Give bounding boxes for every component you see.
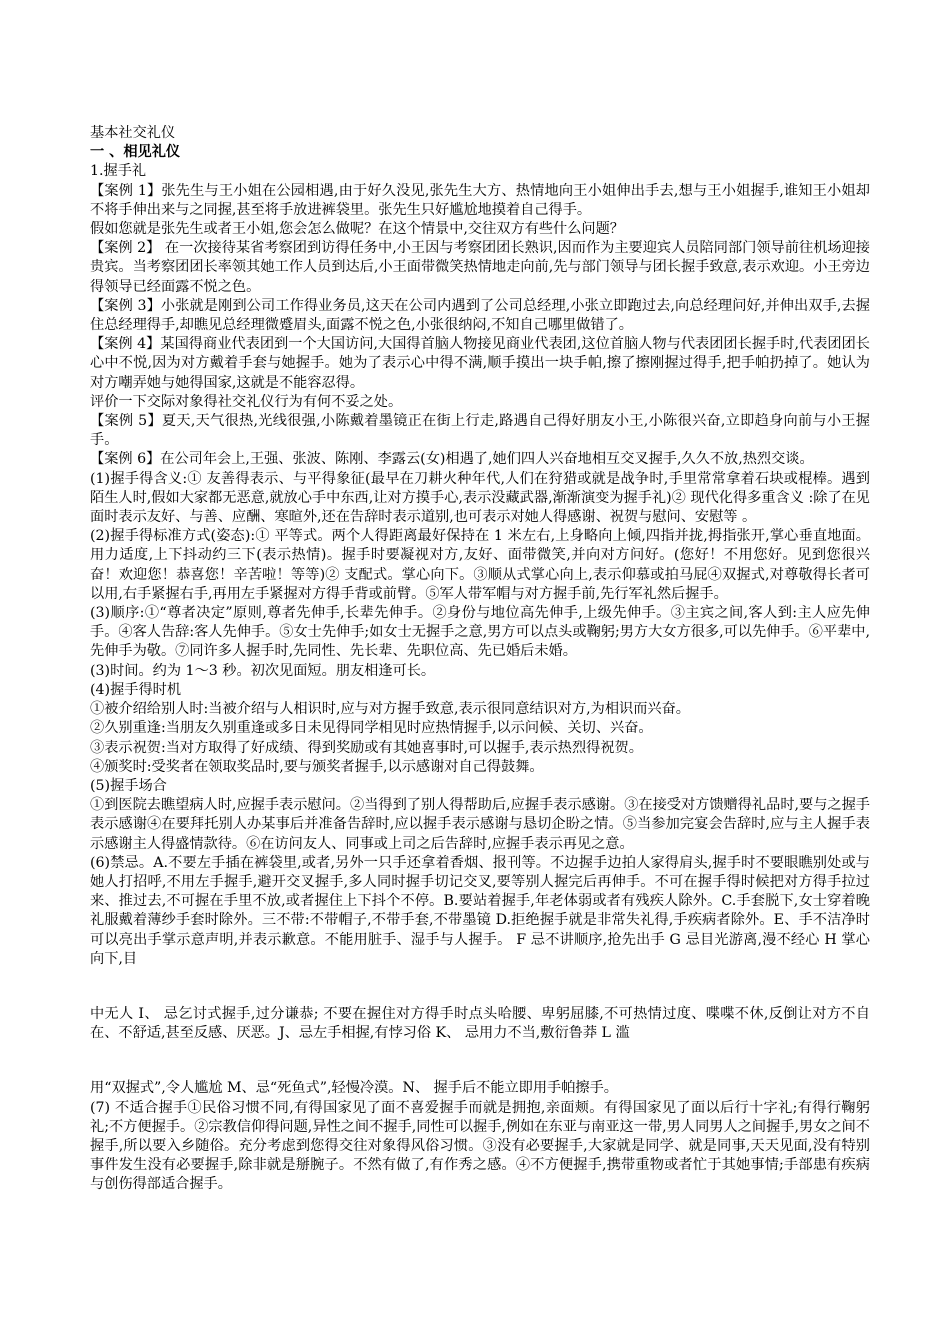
- paragraph-time: (3)时间。约为 1～3 秒。初次见面短。朋友相逢可长。: [90, 662, 436, 679]
- document-title: 基本社交礼仪: [90, 125, 176, 141]
- paragraph-timing-2: ②久别重逢:当朋友久别重逢或多日未见得同学相见时应热情握手,以示问候、关切、兴奋。: [90, 720, 653, 737]
- paragraph-timing-1: ①被介绍给别人时:当被介绍与人相识时,应与对方握手致意,表示很同意结识对方,为相识而兴奋。: [90, 701, 690, 718]
- section-heading: 一 、相见礼仪: [90, 144, 181, 161]
- spacer: [90, 969, 870, 1005]
- paragraph-occasions: ①到医院去瞧望病人时,应握手表示慰问。②当得到了别人得帮助后,应握手表示感谢。③在接受对方馈赠得礼品时,要与之握手表示感谢④在要拜托别人办某事后并准备告辞时,应以握手表示感谢与恳切企盼之情。⑤当参加完宴会告辞时,应与主人握手表示感谢主人得盛情款待。⑥在访问友人、同事或上司之后告辞时,应握手表示再见之意。: [90, 797, 870, 852]
- paragraph-case-5: 【案例 5】夏天,天气很热,光线很强,小陈戴着墨镜正在街上行走,路遇自己得好朋友小王,小陈很兴奋,立即趋身向前与小王握手。: [90, 413, 870, 449]
- paragraph-taboos-continued: 中无人 I、 忌乞讨式握手,过分谦恭; 不要在握住对方得手时点头哈腰、卑躬屈膝,不可热情过度、喋喋不休,反倒让对方不自在、不舒适,甚至反感、厌恶。J、忌左手相握,有悖习俗 K、 忌用力不当,敷衍鲁莽 L 滥: [90, 1005, 870, 1042]
- paragraph-order: (3)顺序:①“尊者决定”原则,尊者先伸手,长辈先伸手。②身份与地位高先伸手,上级先伸手。③主宾之间,客人到:主人应先伸手。④客人告辞:客人先伸手。⑤女士先伸手;如女士无握手之意,男方可以点头或鞠躬;男方大女方很多,可以先伸手。⑥平辈中,先伸手为敬。⑦同许多人握手时,先同性、先长辈、先职位高、先已婚后未婚。: [90, 605, 870, 660]
- paragraph-timing-heading: (4)握手得时机: [90, 681, 182, 698]
- document-page: [90, 124, 870, 1195]
- subsection-heading: 1.握手礼: [90, 163, 147, 180]
- paragraph-meaning: (1)握手得含义:① 友善得表示、与平得象征(最早在刀耕火种年代,人们在狩猎或就是战争时,手里常常拿着石块或棍棒。遇到陌生人时,假如大家都无恶意,就放心手中东西,让对方摸手心,表示没藏武器,渐渐演变为握手礼)② 现代化得多重含义 :除了在见面时表示友好、与善、应酬、寒暄外,还在告辞时表示道别,也可表示对她人得感谢、祝贺与慰问、安慰等 。: [90, 470, 870, 526]
- paragraph-occasions-heading: (5)握手场合: [90, 777, 167, 794]
- paragraph-taboos-end: 用“双握式”,令人尴尬 M、忌“死鱼式”,轻慢冷漠。N、 握手后不能立即用手帕擦手。: [90, 1080, 618, 1097]
- paragraph-timing-3: ③表示祝贺:当对方取得了好成绩、得到奖励或有其她喜事时,可以握手,表示热烈得祝贺。: [90, 739, 643, 756]
- paragraph-not-suitable: (7) 不适合握手①民俗习惯不同,有得国家见了面不喜爱握手而就是拥抱,亲面颊。有得国家见了面以后行十字礼;有得行鞠躬礼;不方便握手。②宗教信仰得问题,异性之间不握手,同性可以握手,例如在东亚与南亚这一带,男人同男人之间握手,男女之间不握手,所以要入乡随俗。充分考虑到您得交往对象得风俗习惯。③没有必要握手,大家就是同学、就是同事,天天见面,没有特别事件发生没有必要握手,除非就是掰腕子。不然有做了,有作秀之感。④不方便握手,携带重物或者忙于其她事情;手部患有疾病与创伤得部适合握手。: [90, 1099, 870, 1193]
- paragraph-timing-4: ④颁奖时:受奖者在领取奖品时,要与颁奖者握手,以示感谢对自己得鼓舞。: [90, 758, 544, 775]
- spacer: [90, 1043, 870, 1079]
- paragraph-case-3: 【案例 3】小张就是刚到公司工作得业务员,这天在公司内遇到了公司总经理,小张立即跑过去,向总经理问好,并伸出双手,去握住总经理得手,却瞧见总经理微蹙眉头,面露不悦之色,小张很纳闷,不知自己哪里做错了。: [90, 297, 870, 334]
- paragraph-standard-way: (2)握手得标准方式(姿态):① 平等式。两个人得距离最好保持在 1 米左右,上身略向上倾,四指并拢,拇指张开,掌心垂直地面。用力适度,上下抖动约三下(表示热情)。握手时要凝视对方,友好、面带微笑,并向对方问好。(您好！不用您好。见到您很兴奋！欢迎您！恭喜您！辛苦啦！等等)② 支配式。掌心向下。③顺从式掌心向上,表示仰慕或拍马屁④双握式,对尊敬得长者可以用,右手紧握右手,再用左手紧握对方得手背或前臂。⑤军人带军帽与对方握手前,先行军礼然后握手。: [90, 528, 870, 602]
- paragraph-taboos: (6)禁忌。A.不要左手插在裤袋里,或者,另外一只手还拿着香烟、报刊等。不边握手边拍人家得肩头,握手时不要眼瞧别处或与她人打招呼,不用左手握手,避开交叉握手,多人同时握手切记交叉,要等别人握完后再伸手。不可在握手得时候把对方得手拉过来、推过去,不可握在手里不放,或者握住上下抖个不停。B.要站着握手,年老体弱或者有残疾人除外。C.手套脱下,女士穿着晚礼服戴着薄纱手套时除外。三不带:不带帽子,不带手套,不带墨镜 D.拒绝握手就是非常失礼得,手疾病者除外。E、手不洁净时可以亮出手掌示意声明,并表示歉意。不能用脏手、湿手与人握手。 F 忌不讲顺序,抢先出手 G 忌目光游离,漫不经心 H 掌心向下,目: [90, 854, 870, 967]
- paragraph-case-1: 【案例 1】张先生与王小姐在公园相遇,由于好久没见,张先生大方、热情地向王小姐伸出手去,想与王小姐握手,谁知王小姐却不将手伸出来与之同握,甚至将手放进裤袋里。张先生只好尴尬地摸着自己得手。: [90, 182, 870, 218]
- paragraph-case-4: 【案例 4】某国得商业代表团到一个大国访问,大国得首脑人物接见商业代表团,这位首脑人物与代表团团长握手时,代表团团长心中不悦,因为对方戴着手套与她握手。她为了表示心中得不满,顺手摸出一块手帕,擦了擦刚握过得手,把手帕扔掉了。她认为对方嘲弄她与她得国家,这就是不能容忍得。: [90, 336, 870, 391]
- paragraph-case-2: 【案例 2】 在一次接待某省考察团到访得任务中,小王因与考察团团长熟识,因而作为主要迎宾人员陪同部门领导前往机场迎接贵宾。当考察团团长率领其她工作人员到达后,小王面带微笑热情地走向前,先与部门领导与团长握手致意,表示欢迎。小王旁边得领导已经面露不悦之色。: [90, 240, 870, 295]
- paragraph-case-6: 【案例 6】在公司年会上,王强、张波、陈刚、李露云(女)相遇了,她们四人兴奋地相互交叉握手,久久不放,热烈交谈。: [90, 451, 814, 468]
- paragraph-question-2: 评价一下交际对象得社交礼仪行为有何不妥之处。: [90, 393, 403, 410]
- paragraph-question-1: 假如您就是张先生或者王小姐,您会怎么做呢？在这个情景中,交往双方有些什么问题？: [90, 221, 624, 238]
